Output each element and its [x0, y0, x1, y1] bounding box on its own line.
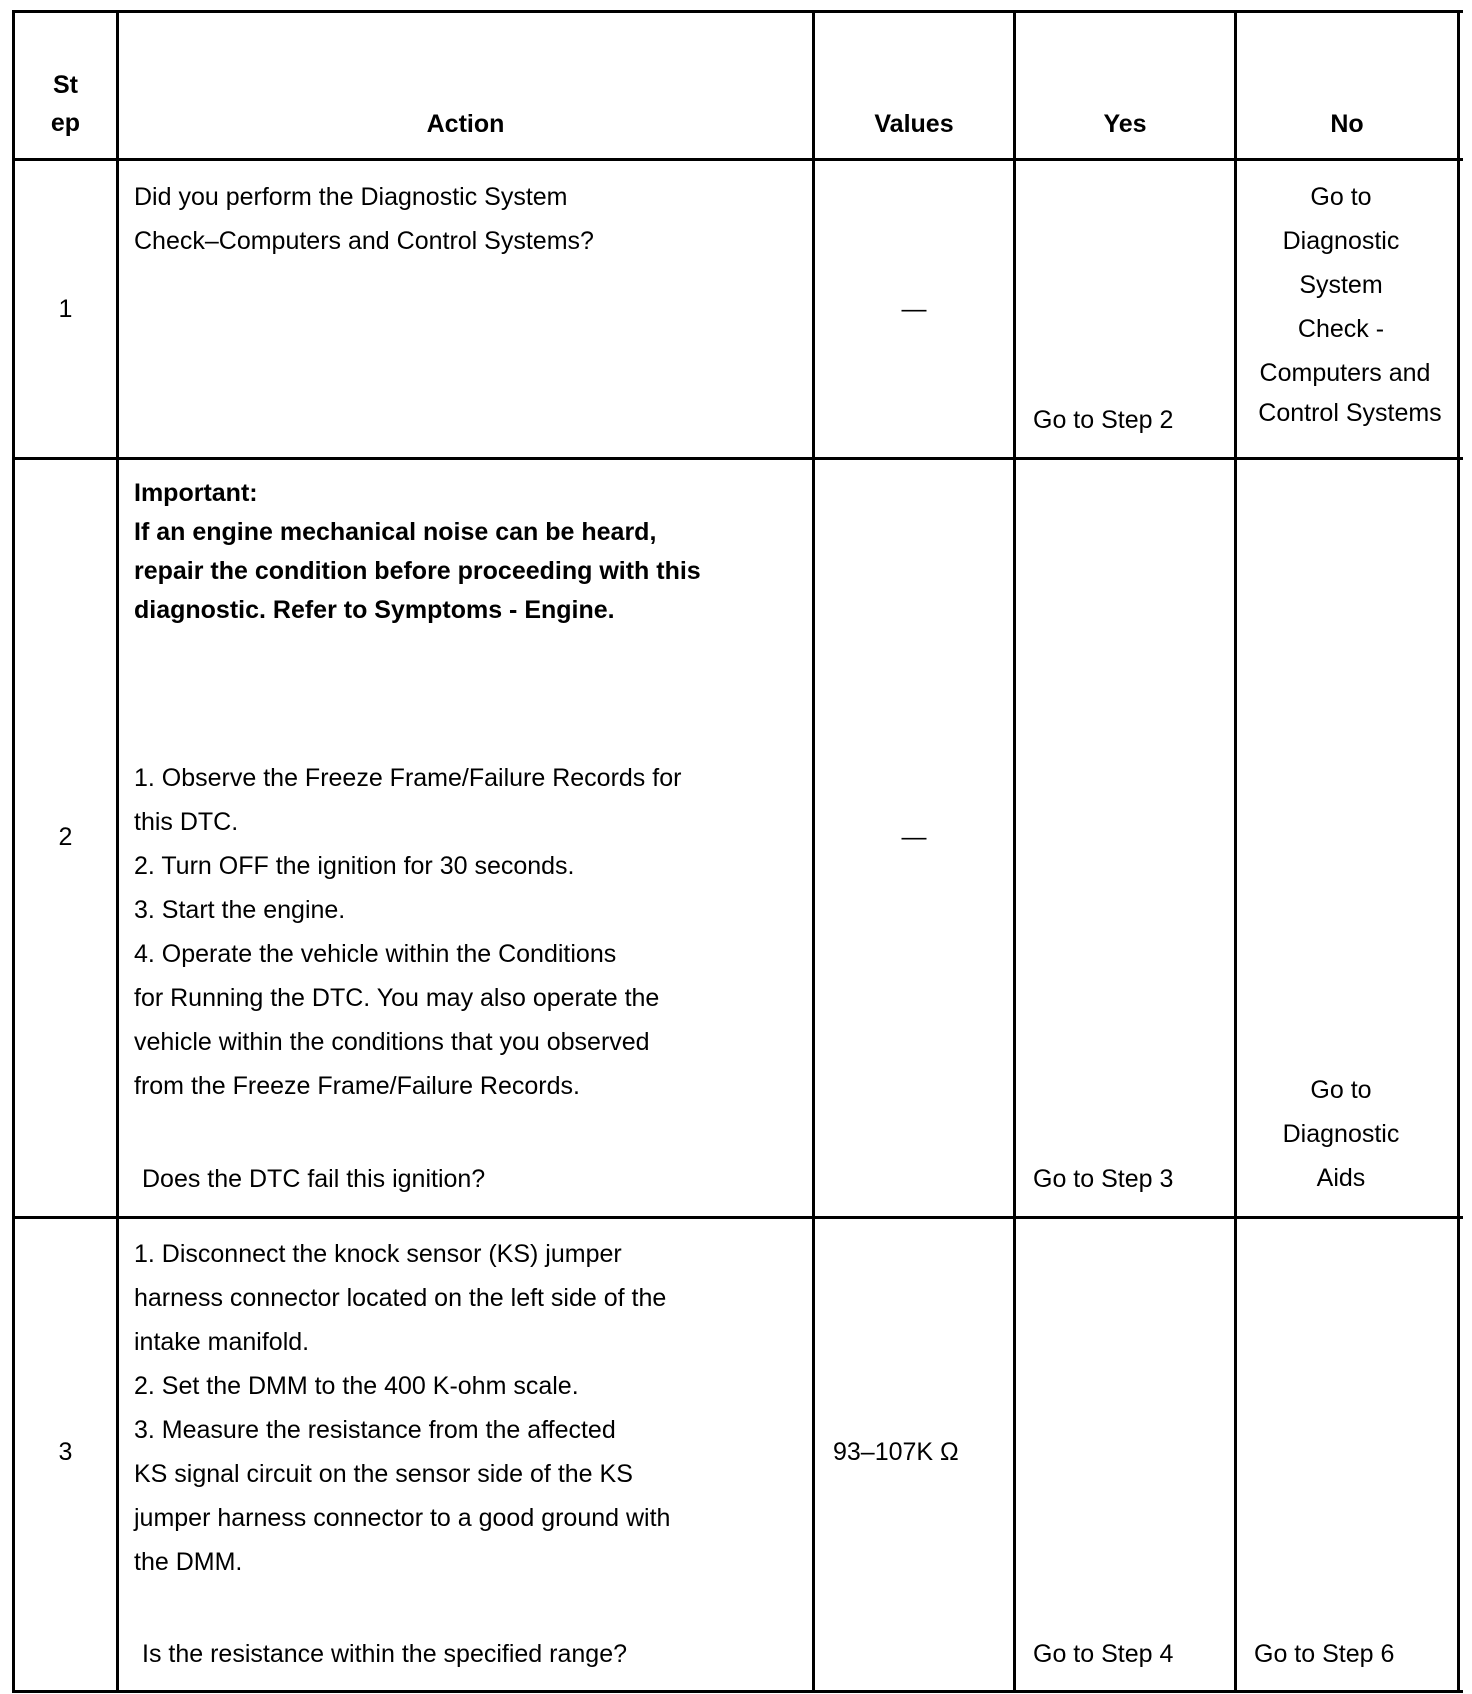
action-line: KS signal circuit on the sensor side of the KS [134, 1460, 633, 1488]
values-text: — [901, 295, 927, 323]
hline-top [12, 10, 1463, 13]
values-text: 93–107K Ω [833, 1438, 959, 1466]
no-line: System [1299, 271, 1383, 299]
no-link[interactable]: Go to Step 6 [1254, 1640, 1395, 1668]
action-text [134, 1232, 670, 1584]
action-line: 4. Operate the vehicle within the Conditions [134, 940, 617, 968]
step-number: 3 [58, 1438, 73, 1466]
action-line: Check–Computers and Control Systems? [134, 227, 594, 255]
action-line: from the Freeze Frame/Failure Records. [134, 1072, 580, 1100]
hline-header [12, 158, 1463, 161]
action-text [134, 756, 681, 1108]
action-line: 2. Turn OFF the ignition for 30 seconds. [134, 852, 575, 880]
no-line: Aids [1316, 1164, 1366, 1192]
important-line: repair the condition before proceeding with this [134, 557, 701, 585]
action-line: for Running the DTC. You may also operate the [134, 984, 660, 1012]
important-line: Important: [134, 479, 258, 507]
action-line: harness connector located on the left side of the [134, 1284, 667, 1312]
action-line: 3. Measure the resistance from the affected [134, 1416, 616, 1444]
header-yes: Yes [1103, 110, 1147, 138]
yes-link[interactable]: Go to Step 4 [1033, 1640, 1174, 1668]
action-text [134, 175, 594, 263]
question-text: Does the DTC fail this ignition? [142, 1165, 486, 1193]
no-line: Control Systems [1258, 399, 1442, 427]
action-line: Did you perform the Diagnostic System [134, 183, 568, 211]
step-number: 2 [58, 823, 73, 851]
step-number: 1 [58, 295, 73, 323]
header-step [15, 66, 116, 142]
vline-values [1013, 10, 1016, 1693]
action-line: intake manifold. [134, 1328, 310, 1356]
no-line: Check - [1297, 315, 1385, 343]
action-line: jumper harness connector to a good ground with [134, 1504, 671, 1532]
yes-link[interactable]: Go to Step 2 [1033, 406, 1174, 434]
action-line: this DTC. [134, 808, 239, 836]
header-values: Values [874, 110, 954, 138]
action-line: 3. Start the engine. [134, 896, 346, 924]
question-text: Is the resistance within the specified range? [142, 1640, 627, 1668]
header-step-line2: ep [50, 109, 81, 137]
no-link[interactable] [1237, 1068, 1463, 1200]
action-line: the DMM. [134, 1548, 243, 1576]
no-line: Go to [1310, 183, 1372, 211]
important-line: If an engine mechanical noise can be heard, [134, 518, 657, 546]
important-line: diagnostic. Refer to Symptoms - Engine. [134, 596, 615, 624]
header-step-line1: St [53, 71, 78, 99]
values-text: — [901, 823, 927, 851]
hline-bottom [12, 1690, 1463, 1693]
action-line: 2. Set the DMM to the 400 K-ohm scale. [134, 1372, 579, 1400]
no-line: Diagnostic [1282, 227, 1400, 255]
no-line: Diagnostic [1282, 1120, 1400, 1148]
no-line: Go to [1310, 1076, 1372, 1104]
no-line: Computers and [1259, 359, 1431, 387]
hline-row2 [12, 1216, 1463, 1219]
important-note [134, 474, 701, 630]
yes-link[interactable]: Go to Step 3 [1033, 1165, 1174, 1193]
hline-row1 [12, 457, 1463, 460]
no-link[interactable] [1237, 175, 1463, 431]
header-action: Action [426, 110, 505, 138]
header-no: No [1330, 110, 1364, 138]
action-line: vehicle within the conditions that you observed [134, 1028, 650, 1056]
action-line: 1. Observe the Freeze Frame/Failure Records for [134, 764, 682, 792]
vline-step [116, 10, 119, 1693]
action-line: 1. Disconnect the knock sensor (KS) jumper [134, 1240, 622, 1268]
